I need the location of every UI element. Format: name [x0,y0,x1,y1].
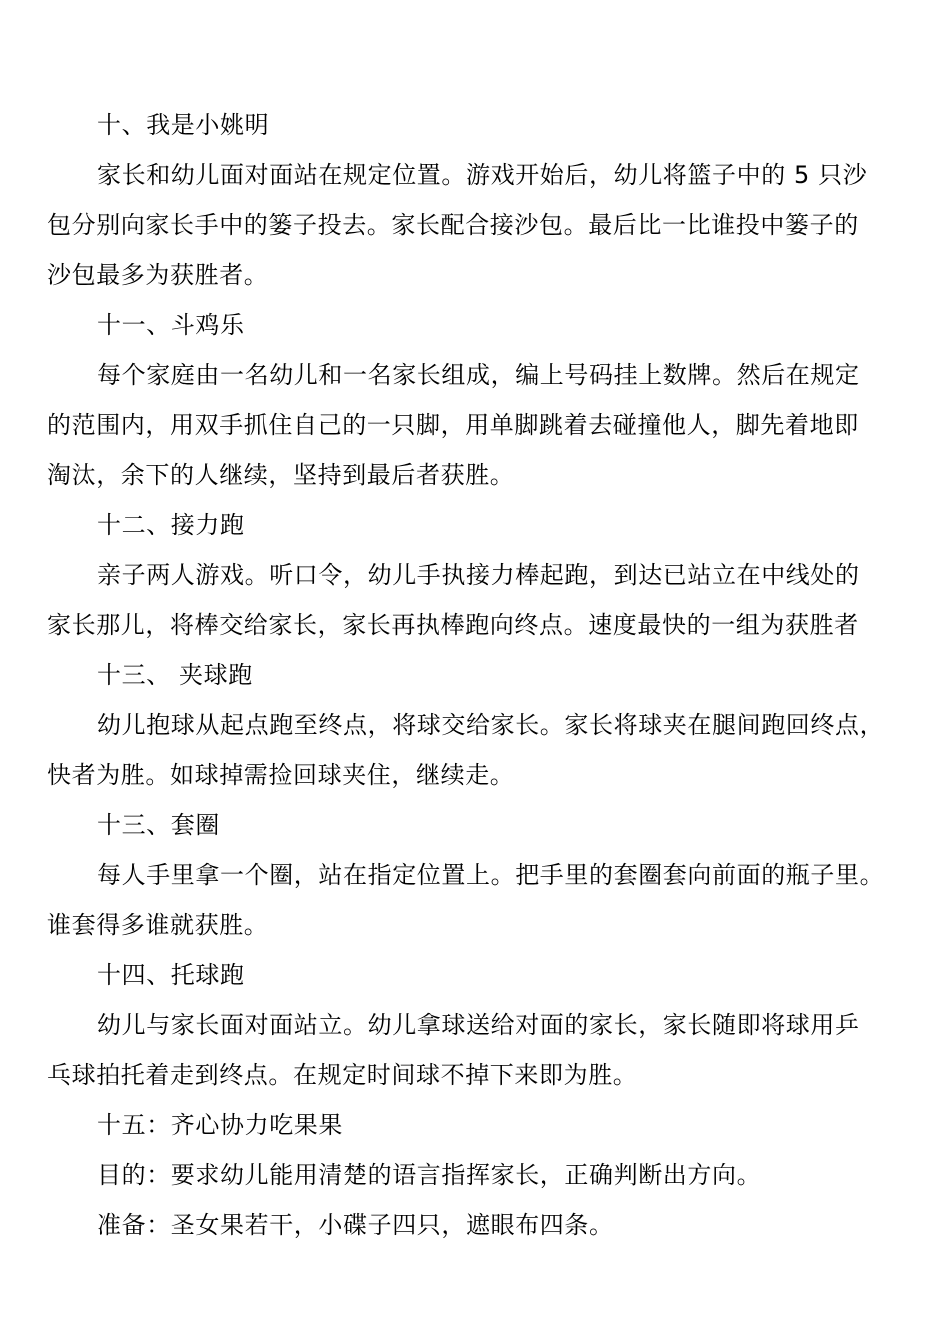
paragraph-line: 淘汰，余下的人继续，坚持到最后者获胜。 [47,461,515,489]
paragraph-line: 家长那儿，将棒交给家长，家长再执棒跑向终点。速度最快的一组为获胜者 [47,611,859,639]
paragraph-line: 幼儿抱球从起点跑至终点，将球交给家长。家长将球夹在腿间跑回终点， [97,711,885,739]
paragraph-line: 谁套得多谁就获胜。 [47,911,269,939]
heading-14: 十四、托球跑 [97,961,245,989]
heading-10: 十、我是小姚明 [97,111,270,139]
paragraph-line: 幼儿与家长面对面站立。幼儿拿球送给对面的家长，家长随即将球用乒 [97,1011,860,1039]
heading-13-ring-toss: 十三、套圈 [97,811,220,839]
paragraph-line: 沙包最多为获胜者。 [47,261,269,289]
paragraph-line: 乓球拍托着走到终点。在规定时间球不掉下来即为胜。 [47,1061,638,1089]
paragraph-line: 的范围内，用双手抓住自己的一只脚，用单脚跳着去碰撞他人，脚先着地即 [47,411,859,439]
paragraph-line: 准备：圣女果若干，小碟子四只，遮眼布四条。 [97,1211,614,1239]
paragraph-line: 每个家庭由一名幼儿和一名家长组成，编上号码挂上数牌。然后在规定 [97,361,860,389]
heading-13-clamp-ball: 十三、 夹球跑 [97,661,253,689]
paragraph-line: 每人手里拿一个圈，站在指定位置上。把手里的套圈套向前面的瓶子里。 [97,861,885,889]
paragraph-line: 目的：要求幼儿能用清楚的语言指挥家长，正确判断出方向。 [97,1161,762,1189]
heading-11: 十一、斗鸡乐 [97,311,245,339]
paragraph-line: 家长和幼儿面对面站在规定位置。游戏开始后，幼儿将篮子中的 5 只沙 [97,161,868,189]
paragraph-line: 快者为胜。如球掉需捡回球夹住，继续走。 [47,761,515,789]
paragraph-line: 亲子两人游戏。听口令，幼儿手执接力棒起跑，到达已站立在中线处的 [97,561,860,589]
heading-15: 十五：齐心协力吃果果 [97,1111,343,1139]
paragraph-line: 包分别向家长手中的篓子投去。家长配合接沙包。最后比一比谁投中篓子的 [47,211,859,239]
heading-12: 十二、接力跑 [97,511,245,539]
